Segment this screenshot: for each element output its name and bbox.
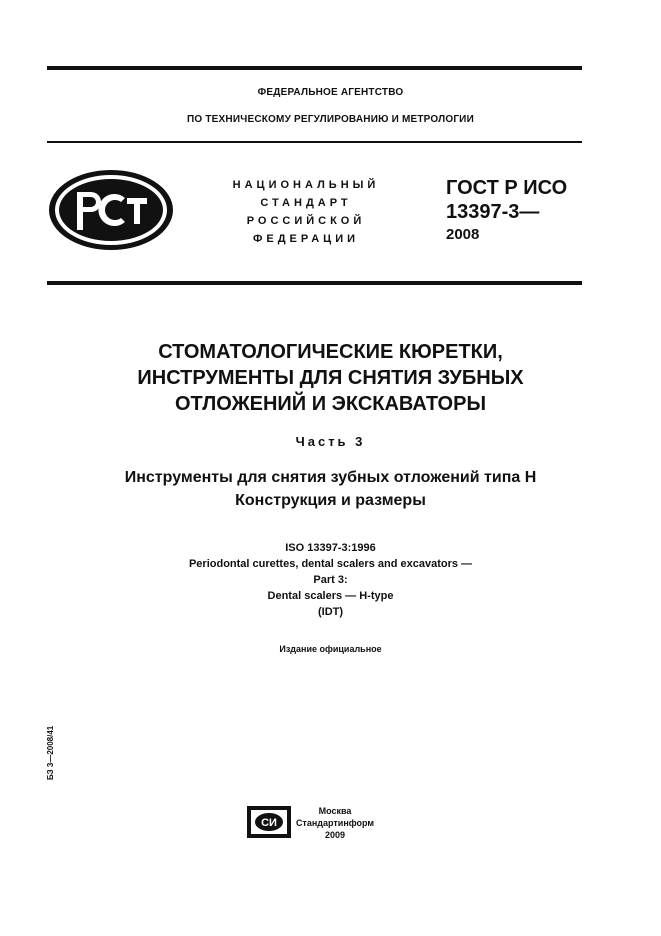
standard-type-line-3: РОССИЙСКОЙ	[246, 215, 366, 227]
designation-line-2: 13397-3—	[446, 201, 540, 223]
standard-type-line-4: ФЕДЕРАЦИИ	[252, 233, 360, 245]
top-rule	[47, 66, 582, 70]
standard-type-line-2: СТАНДАРТ	[260, 197, 352, 209]
publisher-year: 2009	[324, 830, 346, 840]
standard-designation	[446, 176, 567, 246]
subtitle-line-1: Инструменты для снятия зубных отложений типа Н	[124, 469, 537, 486]
publisher-city: Москва	[318, 806, 352, 816]
iso-line-1: ISO 13397-3:1996	[285, 542, 376, 554]
middle-rule	[47, 141, 582, 143]
rst-certification-mark-icon	[47, 168, 175, 252]
lower-rule	[47, 281, 582, 285]
iso-line-5: (IDT)	[317, 606, 344, 618]
title-line-2: ИНСТРУМЕНТЫ ДЛЯ СНЯТИЯ ЗУБНЫХ	[137, 367, 524, 389]
designation-line-1: ГОСТ Р ИСО	[446, 177, 568, 199]
official-edition-label: Издание официальное	[279, 644, 382, 654]
publisher-logo-text: СИ	[261, 817, 277, 829]
title-line-1: СТОМАТОЛОГИЧЕСКИЕ КЮРЕТКИ,	[158, 341, 503, 363]
part-subtitle	[0, 466, 661, 512]
subtitle-line-2: Конструкция и размеры	[235, 492, 426, 509]
standartinform-logo-icon	[247, 806, 291, 838]
iso-line-2: Periodontal curettes, dental scalers and excavators —	[188, 558, 473, 570]
part-number: Часть 3	[295, 434, 366, 449]
document-title	[0, 339, 661, 417]
iso-line-3: Part 3:	[313, 574, 348, 586]
agency-line-1: ФЕДЕРАЛЬНОЕ АГЕНТСТВО	[257, 87, 404, 98]
standard-type-line-1: НАЦИОНАЛЬНЫЙ	[232, 179, 380, 191]
iso-reference	[0, 540, 661, 620]
publisher-block	[290, 805, 380, 841]
agency-line-2: ПО ТЕХНИЧЕСКОМУ РЕГУЛИРОВАНИЮ И МЕТРОЛОГИИ	[187, 114, 474, 125]
publisher-name: Стандартинформ	[295, 818, 375, 828]
iso-line-4: Dental scalers — H-type	[267, 590, 394, 602]
designation-year: 2008	[446, 226, 480, 243]
title-line-3: ОТЛОЖЕНИЙ И ЭКСКАВАТОРЫ	[174, 393, 487, 415]
side-code: БЗ 3—2008/41	[46, 725, 55, 780]
standard-type-block	[208, 176, 404, 248]
